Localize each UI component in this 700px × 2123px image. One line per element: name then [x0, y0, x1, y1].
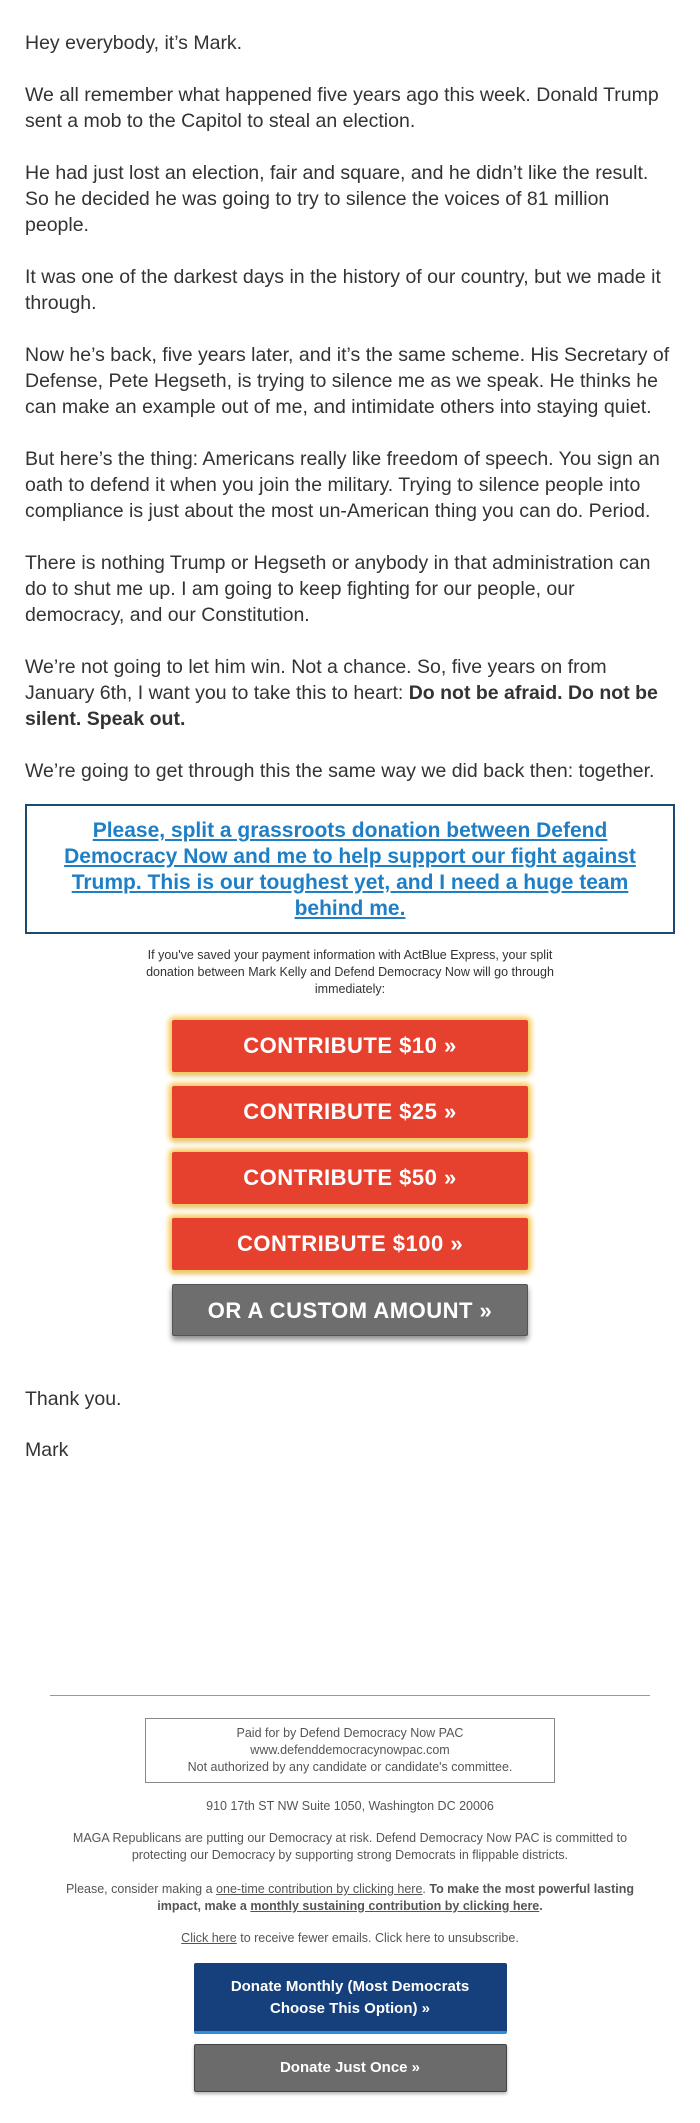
- monthly-contribution-link[interactable]: monthly sustaining contribution by clicking here: [250, 1899, 540, 1913]
- paragraph: There is nothing Trump or Hegseth or anybody in that administration can do to shut me up. I am going to keep fighting for our people, our democracy, and our Constitution.: [25, 552, 651, 626]
- mission-statement: MAGA Republicans are putting our Democracy at risk. Defend Democracy Now PAC is committed to protecting our Democracy by supporting strong Democrats in flippable districts.: [72, 1831, 628, 1862]
- consider-bold-text: To make the most powerful lasting impact, make a: [157, 1882, 635, 1913]
- split-donation-link[interactable]: Please, split a grassroots donation between Defend Democracy Now and me to help support our fight against Trump. This is our toughest yet, and I need a huge team behind me.: [64, 819, 636, 920]
- not-authorized-line: Not authorized by any candidate or candidate's committee.: [187, 1760, 513, 1774]
- paragraph: We’re going to get through this the same way we did back then: together.: [25, 760, 655, 782]
- signature: Mark: [25, 1439, 69, 1461]
- paragraph: We all remember what happened five years ago this week. Donald Trump sent a mob to the Capitol to steal an election.: [25, 84, 659, 132]
- paragraph: But here’s the thing: Americans really like freedom of speech. You sign an oath to defend it when you join the military. Trying to silence people into compliance is just about the most un-American thing you can do. Period.: [25, 448, 660, 522]
- pac-website: www.defenddemocracynowpac.com: [250, 1743, 450, 1757]
- contribute-50-button[interactable]: CONTRIBUTE $50 »: [172, 1152, 528, 1204]
- footer-divider: [50, 1695, 650, 1696]
- one-time-contribution-link[interactable]: one-time contribution by clicking here: [216, 1882, 423, 1896]
- bold-call-to-action: Do not be afraid. Do not be silent. Speak out.: [25, 682, 658, 730]
- contribution-options-text: [45, 1881, 655, 1915]
- fewer-emails-link[interactable]: Click here: [181, 1931, 237, 1945]
- paid-for-line: Paid for by Defend Democracy Now PAC: [236, 1726, 464, 1740]
- closing: [25, 1386, 675, 1463]
- contribute-100-button[interactable]: CONTRIBUTE $100 »: [172, 1218, 528, 1270]
- email-body: [25, 0, 675, 784]
- contribution-buttons: [172, 1020, 528, 1336]
- contribute-25-button[interactable]: CONTRIBUTE $25 »: [172, 1086, 528, 1138]
- greeting: Hey everybody, it’s Mark.: [25, 32, 243, 54]
- actblue-express-note: If you've saved your payment information with ActBlue Express, your split donation between Mark Kelly and Defend Democracy Now will go through immediately:: [146, 948, 554, 996]
- paragraph: Now he’s back, five years later, and it’s the same scheme. His Secretary of Defense, Pete Hegseth, is trying to silence me as we speak. He thinks he can make an example out of me, and intimidate others into staying quiet.: [25, 344, 670, 418]
- consider-bold-end: .: [539, 1899, 543, 1913]
- thank-you: Thank you.: [25, 1388, 122, 1410]
- footer: [0, 1695, 700, 2092]
- mailing-address: 910 17th ST NW Suite 1050, Washington DC 20006: [206, 1799, 494, 1813]
- consider-text: .: [422, 1882, 430, 1896]
- custom-amount-button[interactable]: OR A CUSTOM AMOUNT »: [172, 1284, 528, 1336]
- contribute-10-button[interactable]: CONTRIBUTE $10 »: [172, 1020, 528, 1072]
- donate-monthly-button[interactable]: Donate Monthly (Most Democrats Choose This Option) »: [194, 1963, 507, 2034]
- email-preferences: [0, 1931, 700, 1945]
- unsubscribe-text: to receive fewer emails. Click here to unsubscribe.: [236, 1931, 519, 1945]
- donation-ask-box: [25, 804, 675, 934]
- paid-for-disclaimer: [145, 1718, 555, 1783]
- paragraph: [25, 654, 675, 732]
- donate-once-button[interactable]: Donate Just Once »: [194, 2044, 507, 2092]
- paragraph: It was one of the darkest days in the history of our country, but we made it through.: [25, 266, 661, 314]
- consider-text: Please, consider making a: [65, 1882, 217, 1896]
- paragraph: He had just lost an election, fair and square, and he didn’t like the result. So he decided he was going to try to silence the voices of 81 million people.: [25, 162, 649, 236]
- paragraph-text: We’re not going to let him win. Not a chance. So, five years on from January 6th, I want you to take this to heart:: [25, 656, 607, 704]
